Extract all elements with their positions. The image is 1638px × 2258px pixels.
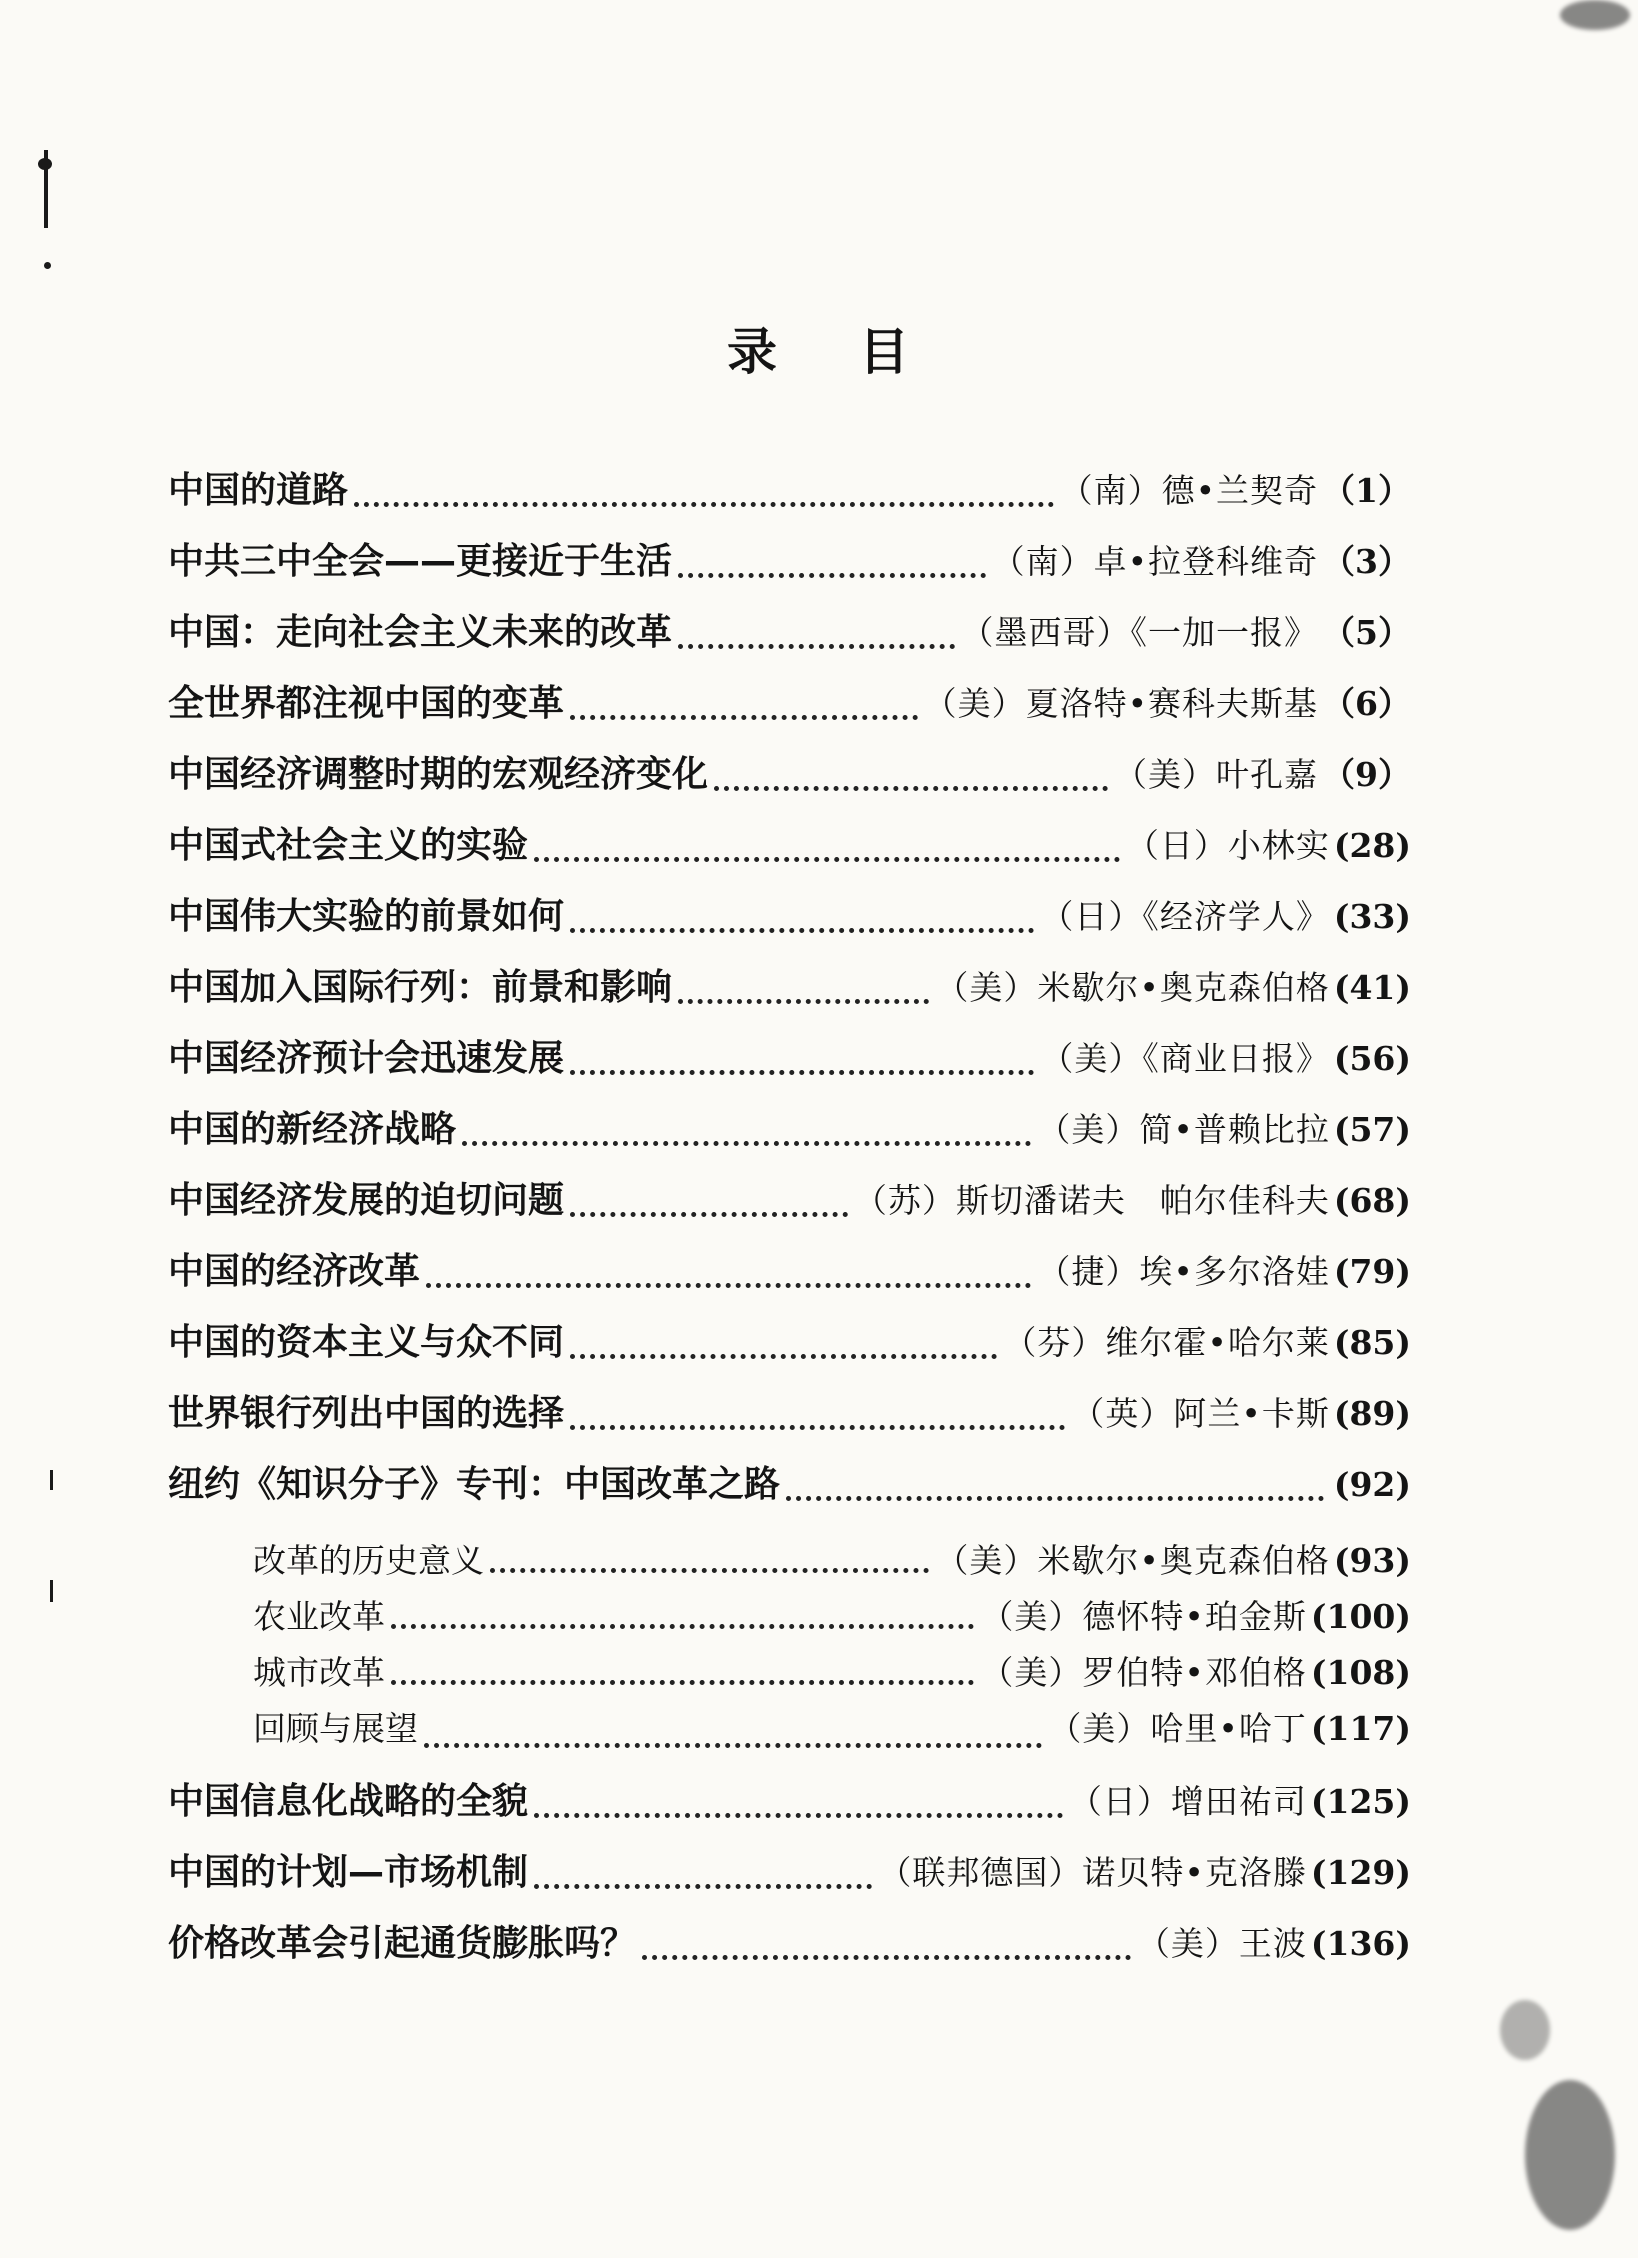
entry-author: （捷）埃•多尔洛娃 [1037,1252,1330,1291]
page-title-right: 目 [859,323,911,381]
scan-smudge [1500,2000,1550,2060]
entry-page: (85) [1333,1323,1411,1362]
entry-author: （日）小林实 [1125,826,1330,865]
entry-page: (117) [1310,1709,1411,1748]
dot-leader [786,1496,1324,1501]
entry-page: (108) [1310,1653,1411,1692]
entry-author: （芬）维尔霍•哈尔莱 [1003,1323,1330,1362]
toc-entry [168,1314,1411,1385]
entry-title: 世界银行列出中国的选择 [168,1393,565,1434]
toc-entry [168,817,1411,888]
toc-subentry [168,1703,1411,1773]
entry-title: 回顾与展望 [253,1709,418,1748]
dot-leader [534,1884,872,1889]
entry-page: (93) [1333,1541,1411,1580]
scan-mark [44,262,51,269]
entry-page: (129) [1310,1853,1411,1892]
entry-author: （联邦德国）诺贝特•克洛滕 [878,1853,1307,1892]
entry-page: (79) [1333,1252,1411,1291]
dot-leader [570,715,918,720]
entry-page: (136) [1310,1924,1411,1963]
entry-title: 中国式社会主义的实验 [168,825,529,866]
entry-title: 中国的道路 [168,470,349,511]
entry-page: （3） [1322,542,1411,581]
dot-leader [391,1624,974,1629]
entry-title: 中国伟大实验的前景如何 [168,896,565,937]
entry-title: 中国经济调整时期的宏观经济变化 [168,754,709,795]
entry-page: (41) [1333,968,1411,1007]
scan-mark [50,1580,53,1602]
toc-entry [168,462,1411,533]
entry-title: 中共三中全会——更接近于生活 [168,541,673,582]
entry-page: （1） [1322,471,1411,510]
entry-author: （美）米歇尔•奥克森伯格 [935,968,1330,1007]
dot-leader [391,1680,974,1685]
toc-entry [168,1844,1411,1915]
scan-smudge [1525,2080,1615,2230]
toc-entry [168,604,1411,675]
dot-leader [426,1283,1031,1288]
entry-title: 中国的计划—市场机制 [168,1852,529,1893]
entry-author: （美）夏洛特•赛科夫斯基 [923,684,1319,723]
entry-title: 中国的经济改革 [168,1251,421,1292]
entry-page: (68) [1333,1181,1411,1220]
entry-title: 中国经济预计会迅速发展 [168,1038,565,1079]
dot-leader [534,1813,1063,1818]
page-title-left: 录 [727,323,779,381]
entry-page: （5） [1322,613,1411,652]
entry-page: (125) [1310,1782,1411,1821]
entry-page: (28) [1333,826,1411,865]
entry-page: （9） [1322,755,1411,794]
dot-leader [642,1955,1131,1960]
entry-author: （日）《经济学人》 [1040,897,1330,936]
entry-author: （日）增田祐司 [1068,1782,1307,1821]
entry-author: （英）阿兰•卡斯 [1071,1394,1330,1433]
entry-page: (56) [1333,1039,1411,1078]
toc-entry [168,1101,1411,1172]
toc-entry [168,675,1411,746]
dot-leader [678,999,929,1004]
entry-title: 中国信息化战略的全貌 [168,1781,529,1822]
entry-title: 中国的新经济战略 [168,1109,457,1150]
toc-subentry [168,1647,1411,1703]
entry-page: (57) [1333,1110,1411,1149]
toc-subentry [168,1591,1411,1647]
scan-smudge [1560,0,1630,30]
entry-title: 中国的资本主义与众不同 [168,1322,565,1363]
entry-title: 农业改革 [253,1597,385,1636]
entry-author: （美）简•普赖比拉 [1037,1110,1330,1149]
entry-title: 纽约《知识分子》专刊：中国改革之路 [168,1464,781,1505]
entry-title: 价格改革会引起通货膨胀吗？ [168,1923,637,1964]
entry-author: （南）德•兰契奇 [1059,471,1319,510]
dot-leader [570,1212,848,1217]
toc-entry [168,1243,1411,1314]
dot-leader [570,928,1034,933]
entry-title: 改革的历史意义 [253,1541,484,1580]
entry-title: 城市改革 [253,1653,385,1692]
toc-entry [168,959,1411,1030]
entry-page: （6） [1322,684,1411,723]
entry-page: (92) [1333,1465,1411,1504]
scan-mark [38,158,52,170]
dot-leader [714,786,1108,791]
entry-author: （美）叶孔嘉 [1114,755,1319,794]
toc-entry [168,1385,1411,1456]
page-title [0,312,1638,384]
toc-entry [168,533,1411,604]
entry-author: （美）罗伯特•邓伯格 [980,1653,1307,1692]
entry-page: (33) [1333,897,1411,936]
entry-title: 中国经济发展的迫切问题 [168,1180,565,1221]
toc-subentry [168,1535,1411,1591]
entry-author: （美）《商业日报》 [1040,1039,1330,1078]
toc-entry [168,1172,1411,1243]
entry-author: （美）德怀特•珀金斯 [980,1597,1307,1636]
entry-title: 中国：走向社会主义未来的改革 [168,612,673,653]
dot-leader [462,1141,1031,1146]
scan-mark [50,1470,53,1490]
entry-author: （南）卓•拉登科维奇 [991,542,1319,581]
toc-entry [168,1915,1411,1986]
dot-leader [678,573,986,578]
toc-entry [168,888,1411,959]
entry-author: （苏）斯切潘诺夫 帕尔佳科夫 [853,1181,1330,1220]
dot-leader [490,1568,929,1573]
entry-title: 中国加入国际行列：前景和影响 [168,967,673,1008]
toc-entry [168,1456,1411,1527]
dot-leader [570,1070,1034,1075]
entry-author: （美）哈里•哈丁 [1048,1709,1307,1748]
dot-leader [354,502,1054,507]
entry-page: (100) [1310,1597,1411,1636]
dot-leader [424,1743,1042,1748]
dot-leader [570,1425,1065,1430]
dot-leader [534,857,1120,862]
dot-leader [570,1354,997,1359]
toc-entry [168,746,1411,817]
entry-author: （美）米歇尔•奥克森伯格 [935,1541,1330,1580]
entry-title: 全世界都注视中国的变革 [168,683,565,724]
entry-page: (89) [1333,1394,1411,1433]
entry-author: （美）王波 [1136,1924,1307,1963]
table-of-contents [168,462,1411,1986]
entry-author: （墨西哥）《一加一报》 [960,613,1319,652]
toc-entry [168,1773,1411,1844]
toc-entry [168,1030,1411,1101]
dot-leader [678,644,955,649]
